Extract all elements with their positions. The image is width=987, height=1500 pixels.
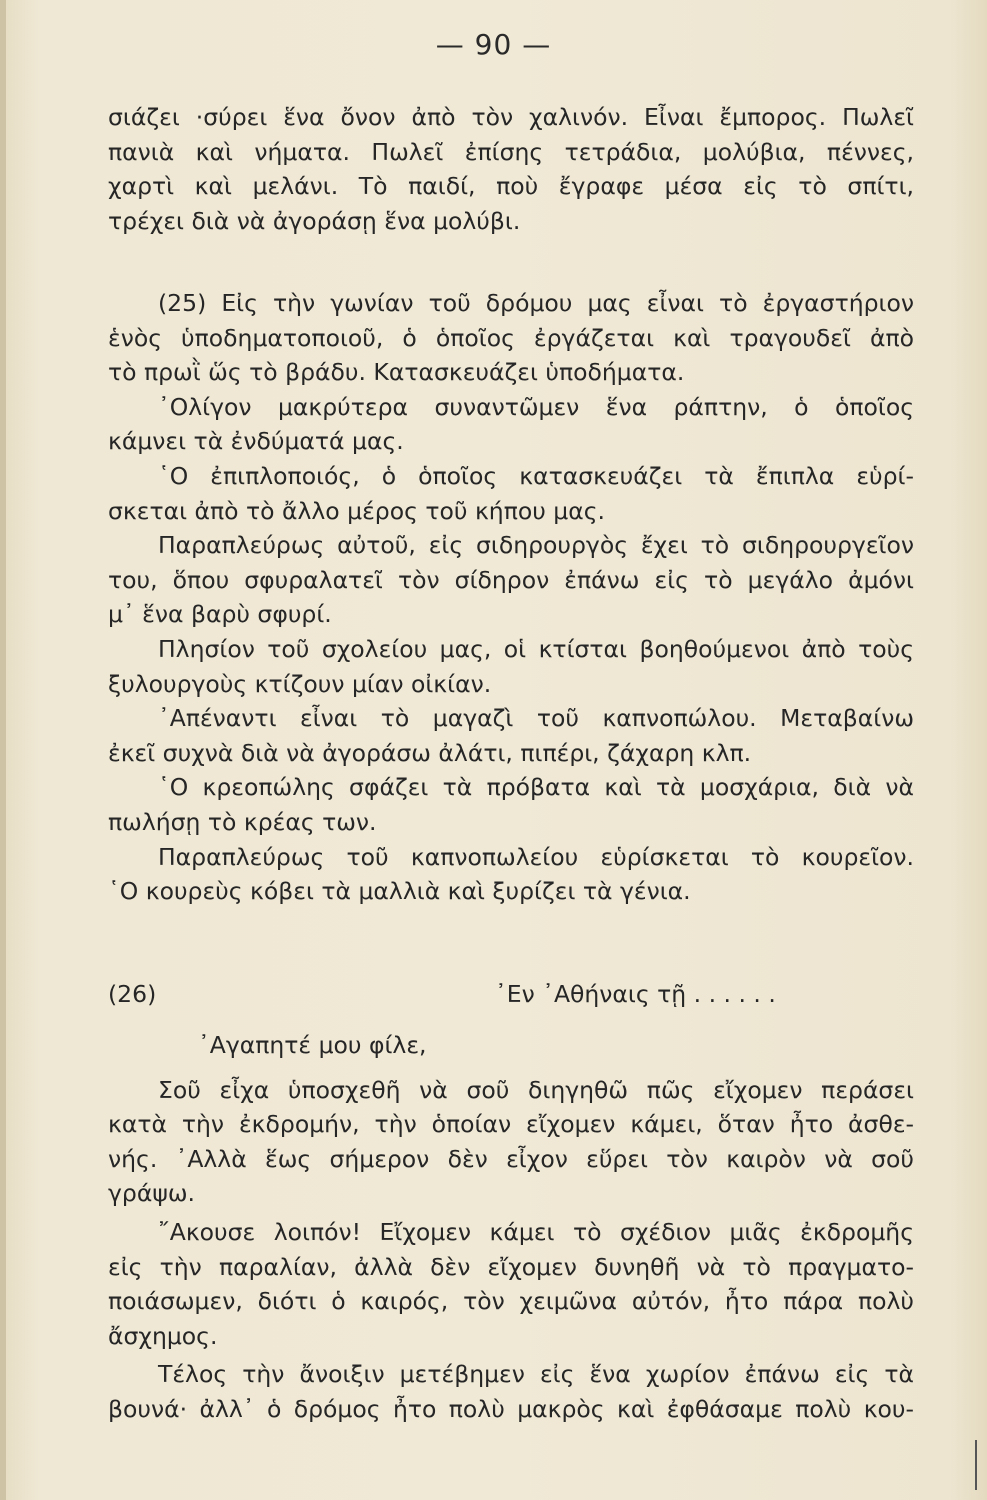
text-line: γράψω. bbox=[108, 1179, 195, 1208]
text-line: τὸ πρωῒ ὥς τὸ βράδυ. Κατασκευάζει ὑποδήματα. bbox=[108, 358, 685, 387]
text-line: πανιὰ καὶ νήματα. Πωλεῖ ἐπίσης τετράδια, μολύβια, πέννες, bbox=[108, 137, 914, 166]
text-line: βουνά· ἀλλ᾿ ὁ δρόμος ἦτο πολὺ μακρὸς καὶ ἐφθάσαμε πολὺ κου- bbox=[108, 1394, 914, 1423]
letter-place-date: ᾿Εν ᾿Αθήναις τῇ . . . . . . bbox=[495, 980, 776, 1008]
text-line: εἰς τὴν παραλίαν, ἀλλὰ δὲν εἴχομεν δυνηθῆ νὰ τὸ πραγματο- bbox=[108, 1252, 914, 1281]
text-line: σκεται ἀπὸ τὸ ἄλλο μέρος τοῦ κήπου μας. bbox=[108, 496, 605, 525]
section-25 bbox=[108, 286, 914, 909]
text-line: πωλήσῃ τὸ κρέας των. bbox=[108, 807, 377, 836]
text-line: ῾Ο κρεοπώλης σφάζει τὰ πρόβατα καὶ τὰ μοσχάρια, διὰ νὰ bbox=[158, 773, 914, 802]
page-edge-mark bbox=[975, 1440, 977, 1490]
text-line: ἑνὸς ὑποδηματοποιοῦ, ὁ ὁποῖος ἐργάζεται καὶ τραγουδεῖ ἀπὸ bbox=[108, 323, 914, 352]
text-line: τρέχει διὰ νὰ ἀγοράσῃ ἕνα μολύβι. bbox=[108, 206, 521, 235]
text-line: ῎Ακουσε λοιπόν! Εἴχομεν κάμει τὸ σχέδιον μιᾶς ἐκδρομῆς bbox=[158, 1217, 914, 1246]
paragraph-intro bbox=[108, 100, 914, 238]
text-line: ποιάσωμεν, διότι ὁ καιρός, τὸν χειμῶνα αὐτόν, ἦτο πάρα πολὺ bbox=[108, 1287, 914, 1316]
page-number: — 90 — bbox=[435, 28, 552, 61]
text-line: μ᾿ ἕνα βαρὺ σφυρί. bbox=[108, 600, 332, 629]
text-line: ᾿Απέναντι εἶναι τὸ μαγαζὶ τοῦ καπνοπώλου. Μεταβαίνω bbox=[158, 704, 914, 733]
text-line: Πλησίον τοῦ σχολείου μας, οἱ κτίσται βοηθούμενοι ἀπὸ τοὺς bbox=[158, 634, 914, 663]
text-line: Παραπλεύρως τοῦ καπνοπωλείου εὑρίσκεται τὸ κουρεῖον. bbox=[158, 842, 914, 871]
page-binding-edge bbox=[0, 0, 6, 1500]
text-line: ἄσχημος. bbox=[108, 1321, 218, 1350]
text-line: ξυλουργοὺς κτίζουν μίαν οἰκίαν. bbox=[108, 669, 492, 698]
text-line: χαρτὶ καὶ μελάνι. Τὸ παιδί, ποὺ ἔγραφε μέσα εἰς τὸ σπίτι, bbox=[108, 172, 914, 201]
text-line: ῾Ο ἐπιπλοποιός, ὁ ὁποῖος κατασκευάζει τὰ ἔπιπλα εὑρί- bbox=[158, 461, 914, 490]
text-line: (25) Εἰς τὴν γωνίαν τοῦ δρόμου μας εἶναι τὸ ἐργαστήριον bbox=[158, 289, 914, 317]
text-line: σιάζει ·σύρει ἕνα ὄνον ἀπὸ τὸν χαλινόν. Εἶναι ἔμπορος. Πωλεῖ bbox=[108, 103, 914, 131]
letter-greeting: ᾿Αγαπητέ μου φίλε, bbox=[198, 1031, 427, 1059]
text-line: ῾Ο κουρεὺς κόβει τὰ μαλλιὰ καὶ ξυρίζει τὰ γένια. bbox=[108, 877, 691, 906]
text-line: Τέλος τὴν ἄνοιξιν μετέβημεν εἰς ἕνα χωρίον ἐπάνω εἰς τὰ bbox=[158, 1360, 914, 1389]
text-line: ᾿Ολίγον μακρύτερα συναντῶμεν ἕνα ράπτην, ὁ ὁποῖος bbox=[158, 392, 914, 421]
letter-body bbox=[108, 1028, 914, 1427]
text-line: νής. ᾿Αλλὰ ἕως σήμερον δὲν εἶχον εὕρει τὸν καιρὸν νὰ σοῦ bbox=[108, 1144, 914, 1173]
section-number: (26) bbox=[108, 980, 157, 1008]
text-line: Παραπλεύρως αὐτοῦ, εἰς σιδηρουργὸς ἔχει τὸ σιδηρουργεῖον bbox=[158, 531, 914, 560]
text-line: του, ὅπου σφυραλατεῖ τὸν σίδηρον ἐπάνω εἰς τὸ μεγάλο ἀμόνι bbox=[108, 565, 914, 594]
text-line: κάμνει τὰ ἐνδύματά μας. bbox=[108, 427, 404, 456]
text-line: κατὰ τὴν ἐκδρομήν, τὴν ὁποίαν εἴχομεν κάμει, ὅταν ἦτο ἀσθε- bbox=[108, 1110, 914, 1139]
text-line: Σοῦ εἶχα ὑποσχεθῆ νὰ σοῦ διηγηθῶ πῶς εἴχομεν περάσει bbox=[158, 1075, 914, 1104]
text-line: ἐκεῖ συχνὰ διὰ νὰ ἀγοράσω ἀλάτι, πιπέρι, ζάχαρη κλπ. bbox=[108, 738, 752, 767]
